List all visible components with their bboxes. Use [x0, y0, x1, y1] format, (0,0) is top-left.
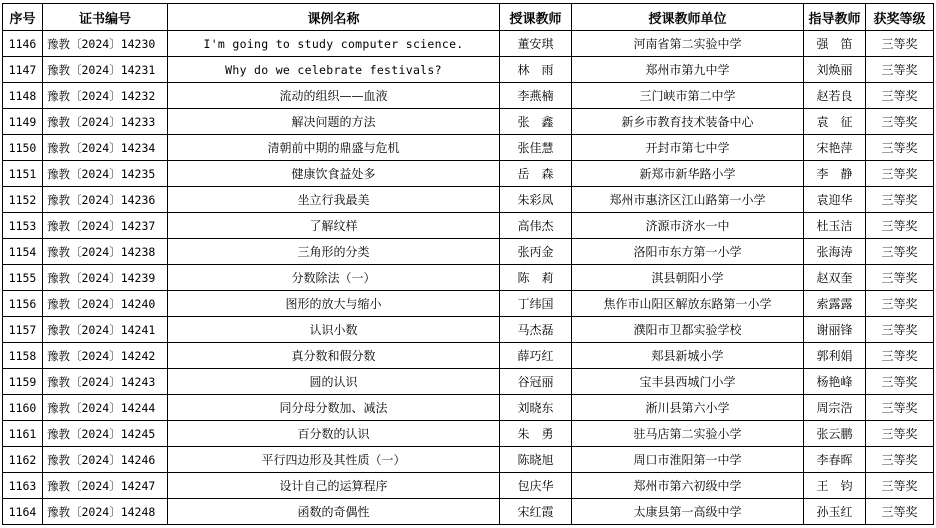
table-row [3, 239, 934, 265]
table-row [3, 421, 934, 447]
cell-teacher: 张佳慧 [500, 135, 572, 161]
cell-title: 函数的奇偶性 [168, 499, 500, 525]
cell-mentor: 张海涛 [804, 239, 866, 265]
cell-unit: 开封市第七中学 [572, 135, 804, 161]
table-row [3, 317, 934, 343]
cell-award: 三等奖 [866, 31, 934, 57]
cell-cert: 豫教〔2024〕14248 [43, 499, 168, 525]
cell-mentor: 袁 征 [804, 109, 866, 135]
cell-title: 设计自己的运算程序 [168, 473, 500, 499]
cell-cert: 豫教〔2024〕14242 [43, 343, 168, 369]
table-row [3, 369, 934, 395]
cell-seq: 1147 [3, 57, 43, 83]
cell-teacher: 陈 莉 [500, 265, 572, 291]
cell-award: 三等奖 [866, 447, 934, 473]
cell-cert: 豫教〔2024〕14231 [43, 57, 168, 83]
cell-seq: 1161 [3, 421, 43, 447]
header-row [3, 4, 934, 31]
cell-mentor: 谢丽锋 [804, 317, 866, 343]
cell-award: 三等奖 [866, 317, 934, 343]
cell-seq: 1158 [3, 343, 43, 369]
cell-seq: 1148 [3, 83, 43, 109]
header-seq: 序号 [3, 4, 43, 31]
cell-cert: 豫教〔2024〕14235 [43, 161, 168, 187]
cell-award: 三等奖 [866, 187, 934, 213]
cell-teacher: 丁纬国 [500, 291, 572, 317]
cell-unit: 淅川县第六小学 [572, 395, 804, 421]
cell-teacher: 刘晓东 [500, 395, 572, 421]
cell-seq: 1160 [3, 395, 43, 421]
cell-cert: 豫教〔2024〕14238 [43, 239, 168, 265]
cell-teacher: 岳 森 [500, 161, 572, 187]
cell-seq: 1162 [3, 447, 43, 473]
cell-seq: 1154 [3, 239, 43, 265]
cell-unit: 新郑市新华路小学 [572, 161, 804, 187]
cell-mentor: 郭利娟 [804, 343, 866, 369]
cell-teacher: 朱 勇 [500, 421, 572, 447]
cell-award: 三等奖 [866, 291, 934, 317]
cell-title: 健康饮食益处多 [168, 161, 500, 187]
cell-teacher: 林 雨 [500, 57, 572, 83]
table-row [3, 57, 934, 83]
cell-title: 百分数的认识 [168, 421, 500, 447]
cell-unit: 周口市淮阳第一中学 [572, 447, 804, 473]
cell-seq: 1163 [3, 473, 43, 499]
header-mentor: 指导教师 [804, 4, 866, 31]
cell-teacher: 薛巧红 [500, 343, 572, 369]
cell-cert: 豫教〔2024〕14233 [43, 109, 168, 135]
cell-title: 平行四边形及其性质（一） [168, 447, 500, 473]
cell-teacher: 董安琪 [500, 31, 572, 57]
header-title: 课例名称 [168, 4, 500, 31]
cell-award: 三等奖 [866, 343, 934, 369]
cell-teacher: 马杰磊 [500, 317, 572, 343]
cell-title: 同分母分数加、减法 [168, 395, 500, 421]
cell-mentor: 袁迎华 [804, 187, 866, 213]
cell-title: 了解纹样 [168, 213, 500, 239]
cell-title: 分数除法（一） [168, 265, 500, 291]
cell-cert: 豫教〔2024〕14246 [43, 447, 168, 473]
cell-award: 三等奖 [866, 135, 934, 161]
cell-award: 三等奖 [866, 421, 934, 447]
cell-award: 三等奖 [866, 109, 934, 135]
table-row [3, 187, 934, 213]
table-row [3, 473, 934, 499]
cell-seq: 1153 [3, 213, 43, 239]
cell-title: I'm going to study computer science. [168, 31, 500, 57]
cell-title: 流动的组织——血液 [168, 83, 500, 109]
cell-seq: 1146 [3, 31, 43, 57]
cell-teacher: 高伟杰 [500, 213, 572, 239]
table-row [3, 109, 934, 135]
cell-teacher: 宋红霞 [500, 499, 572, 525]
cell-seq: 1149 [3, 109, 43, 135]
cell-title: Why do we celebrate festivals? [168, 57, 500, 83]
cell-seq: 1156 [3, 291, 43, 317]
cell-award: 三等奖 [866, 265, 934, 291]
cell-mentor: 刘焕丽 [804, 57, 866, 83]
cell-mentor: 强 笛 [804, 31, 866, 57]
cell-title: 清朝前中期的鼎盛与危机 [168, 135, 500, 161]
cell-unit: 河南省第二实验中学 [572, 31, 804, 57]
cell-award: 三等奖 [866, 239, 934, 265]
cell-unit: 洛阳市东方第一小学 [572, 239, 804, 265]
table-row [3, 395, 934, 421]
cell-unit: 太康县第一高级中学 [572, 499, 804, 525]
header-award: 获奖等级 [866, 4, 934, 31]
cell-teacher: 李燕楠 [500, 83, 572, 109]
cell-award: 三等奖 [866, 161, 934, 187]
awards-table [2, 3, 934, 525]
cell-cert: 豫教〔2024〕14236 [43, 187, 168, 213]
cell-title: 认识小数 [168, 317, 500, 343]
cell-mentor: 杜玉洁 [804, 213, 866, 239]
table-row [3, 161, 934, 187]
cell-seq: 1164 [3, 499, 43, 525]
cell-cert: 豫教〔2024〕14232 [43, 83, 168, 109]
cell-award: 三等奖 [866, 57, 934, 83]
cell-award: 三等奖 [866, 473, 934, 499]
cell-mentor: 赵双奎 [804, 265, 866, 291]
cell-unit: 新乡市教育技术装备中心 [572, 109, 804, 135]
cell-mentor: 宋艳萍 [804, 135, 866, 161]
cell-teacher: 包庆华 [500, 473, 572, 499]
cell-unit: 郑州市惠济区江山路第一小学 [572, 187, 804, 213]
table-row [3, 83, 934, 109]
cell-title: 图形的放大与缩小 [168, 291, 500, 317]
cell-unit: 焦作市山阳区解放东路第一小学 [572, 291, 804, 317]
cell-cert: 豫教〔2024〕14241 [43, 317, 168, 343]
table-row [3, 213, 934, 239]
cell-title: 坐立行我最美 [168, 187, 500, 213]
cell-title: 真分数和假分数 [168, 343, 500, 369]
cell-cert: 豫教〔2024〕14247 [43, 473, 168, 499]
cell-cert: 豫教〔2024〕14243 [43, 369, 168, 395]
cell-mentor: 赵若良 [804, 83, 866, 109]
cell-unit: 宝丰县西城门小学 [572, 369, 804, 395]
cell-unit: 三门峡市第二中学 [572, 83, 804, 109]
cell-cert: 豫教〔2024〕14240 [43, 291, 168, 317]
cell-mentor: 孙玉红 [804, 499, 866, 525]
table-row [3, 291, 934, 317]
table-row [3, 31, 934, 57]
table-body [3, 31, 934, 525]
cell-unit: 淇县朝阳小学 [572, 265, 804, 291]
cell-teacher: 陈晓旭 [500, 447, 572, 473]
table-row [3, 343, 934, 369]
cell-mentor: 王 钧 [804, 473, 866, 499]
cell-seq: 1151 [3, 161, 43, 187]
cell-unit: 济源市济水一中 [572, 213, 804, 239]
cell-seq: 1157 [3, 317, 43, 343]
cell-mentor: 张云鹏 [804, 421, 866, 447]
cell-teacher: 朱彩凤 [500, 187, 572, 213]
cell-title: 解决问题的方法 [168, 109, 500, 135]
cell-cert: 豫教〔2024〕14230 [43, 31, 168, 57]
cell-mentor: 李 静 [804, 161, 866, 187]
cell-unit: 濮阳市卫都实验学校 [572, 317, 804, 343]
table-row [3, 447, 934, 473]
cell-cert: 豫教〔2024〕14237 [43, 213, 168, 239]
table-row [3, 135, 934, 161]
header-cert: 证书编号 [43, 4, 168, 31]
cell-cert: 豫教〔2024〕14234 [43, 135, 168, 161]
cell-award: 三等奖 [866, 213, 934, 239]
cell-teacher: 张 鑫 [500, 109, 572, 135]
cell-unit: 驻马店第二实验小学 [572, 421, 804, 447]
cell-teacher: 谷冠丽 [500, 369, 572, 395]
cell-seq: 1155 [3, 265, 43, 291]
cell-unit: 郑州市第九中学 [572, 57, 804, 83]
cell-mentor: 李春晖 [804, 447, 866, 473]
cell-seq: 1150 [3, 135, 43, 161]
header-teacher: 授课教师 [500, 4, 572, 31]
table-row [3, 499, 934, 525]
cell-title: 三角形的分类 [168, 239, 500, 265]
cell-award: 三等奖 [866, 395, 934, 421]
cell-seq: 1159 [3, 369, 43, 395]
cell-cert: 豫教〔2024〕14239 [43, 265, 168, 291]
cell-seq: 1152 [3, 187, 43, 213]
cell-award: 三等奖 [866, 369, 934, 395]
cell-unit: 郑州市第六初级中学 [572, 473, 804, 499]
cell-unit: 郏县新城小学 [572, 343, 804, 369]
cell-cert: 豫教〔2024〕14244 [43, 395, 168, 421]
cell-award: 三等奖 [866, 499, 934, 525]
cell-teacher: 张丙金 [500, 239, 572, 265]
cell-cert: 豫教〔2024〕14245 [43, 421, 168, 447]
table-row [3, 265, 934, 291]
header-unit: 授课教师单位 [572, 4, 804, 31]
cell-award: 三等奖 [866, 83, 934, 109]
cell-title: 圆的认识 [168, 369, 500, 395]
cell-mentor: 杨艳峰 [804, 369, 866, 395]
cell-mentor: 索露露 [804, 291, 866, 317]
cell-mentor: 周宗浩 [804, 395, 866, 421]
